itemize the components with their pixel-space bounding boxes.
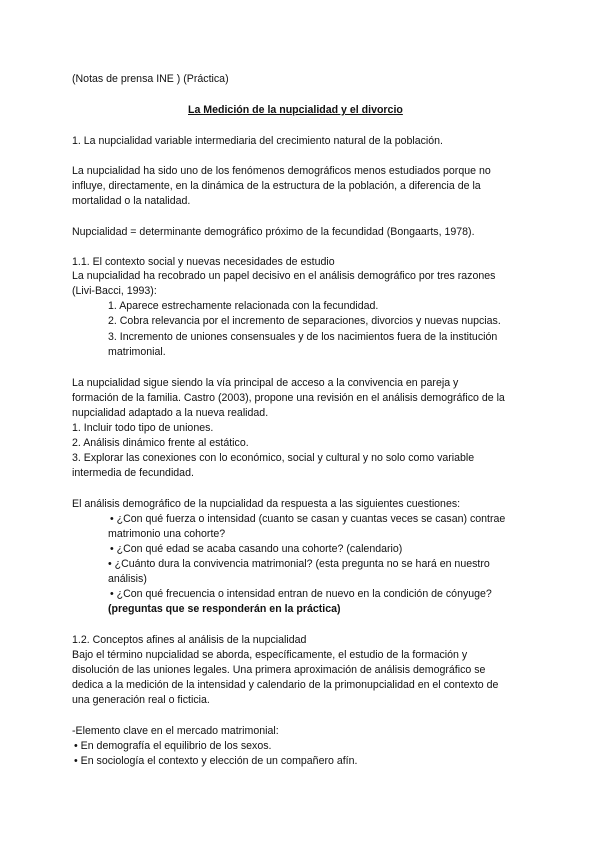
question-item: • ¿Con qué fuerza o intensidad (cuanto se casan y cuantas veces se casan) contrae xyxy=(110,513,506,525)
market-item: • En demografía el equilibrio de los sexos. xyxy=(74,740,272,752)
definition-line: Nupcialidad = determinante demográfico próximo de la fecundidad (Bongaarts, 1978). xyxy=(72,226,475,238)
header-note: (Notas de prensa INE ) (Práctica) xyxy=(72,73,229,85)
question-item: • ¿Con qué frecuencia o intensidad entran de nuevo en la condición de cónyuge? xyxy=(110,588,492,600)
reason-item: 3. Incremento de uniones consensuales y de los nacimientos fuera de la institución xyxy=(108,331,498,343)
question-item: • ¿Cuánto dura la convivencia matrimonial? (esta pregunta no se hará en nuestro xyxy=(108,558,490,570)
question-item: matrimonio una cohorte? xyxy=(108,528,226,540)
market-heading: -Elemento clave en el mercado matrimonial: xyxy=(72,725,279,737)
questions-intro: El análisis demográfico de la nupcialidad da respuesta a las siguientes cuestiones: xyxy=(72,498,461,510)
section-1-2-line: una generación real o ficticia. xyxy=(72,694,210,706)
intro-line: mortalidad o la natalidad. xyxy=(72,195,191,207)
document-title: La Medición de la nupcialidad y el divorcio xyxy=(188,104,403,116)
castro-point: 2. Análisis dinámico frente al estático. xyxy=(72,437,249,449)
section-1-2-heading: 1.2. Conceptos afines al análisis de la nupcialidad xyxy=(72,634,307,646)
question-item: • ¿Con qué edad se acaba casando una cohorte? (calendario) xyxy=(110,543,403,555)
castro-point: intermedia de fecundidad. xyxy=(72,467,194,479)
castro-point: 1. Incluir todo tipo de uniones. xyxy=(72,422,214,434)
questions-note: (preguntas que se responderán en la práctica) xyxy=(108,603,341,615)
section-1-2-line: dedica a la medición de la intensidad y calendario de la primonupcialidad en el contexto de xyxy=(72,679,499,691)
castro-line: formación de la familia. Castro (2003), propone una revisión en el análisis demográfico de la xyxy=(72,392,505,404)
reason-item: 1. Aparece estrechamente relacionada con la fecundidad. xyxy=(108,300,379,312)
castro-line: La nupcialidad sigue siendo la vía principal de acceso a la convivencia en pareja y xyxy=(72,377,459,389)
section-1-1-line: La nupcialidad ha recobrado un papel decisivo en el análisis demográfico por tres razones xyxy=(72,270,496,282)
section-1-1-heading: 1.1. El contexto social y nuevas necesidades de estudio xyxy=(72,256,335,268)
section-1-heading: 1. La nupcialidad variable intermediaria del crecimiento natural de la población. xyxy=(72,135,444,147)
intro-line: influye, directamente, en la dinámica de la estructura de la población, a diferencia de la xyxy=(72,180,481,192)
reason-item: 2. Cobra relevancia por el incremento de separaciones, divorcios y nuevas nupcias. xyxy=(108,315,501,327)
intro-line: La nupcialidad ha sido uno de los fenómenos demográficos menos estudiados porque no xyxy=(72,165,491,177)
section-1-2-line: Bajo el término nupcialidad se aborda, específicamente, el estudio de la formación y xyxy=(72,649,468,661)
castro-point: 3. Explorar las conexiones con lo económico, social y cultural y no solo como variable xyxy=(72,452,475,464)
section-1-2-line: disolución de las uniones legales. Una primera aproximación de análisis demográfico se xyxy=(72,664,486,676)
question-item: análisis) xyxy=(108,573,147,585)
castro-line: nupcialidad adaptado a la nueva realidad. xyxy=(72,407,269,419)
section-1-1-line: (Livi-Bacci, 1993): xyxy=(72,285,157,297)
market-item: • En sociología el contexto y elección de un compañero afín. xyxy=(74,755,358,767)
reason-item: matrimonial. xyxy=(108,346,166,358)
